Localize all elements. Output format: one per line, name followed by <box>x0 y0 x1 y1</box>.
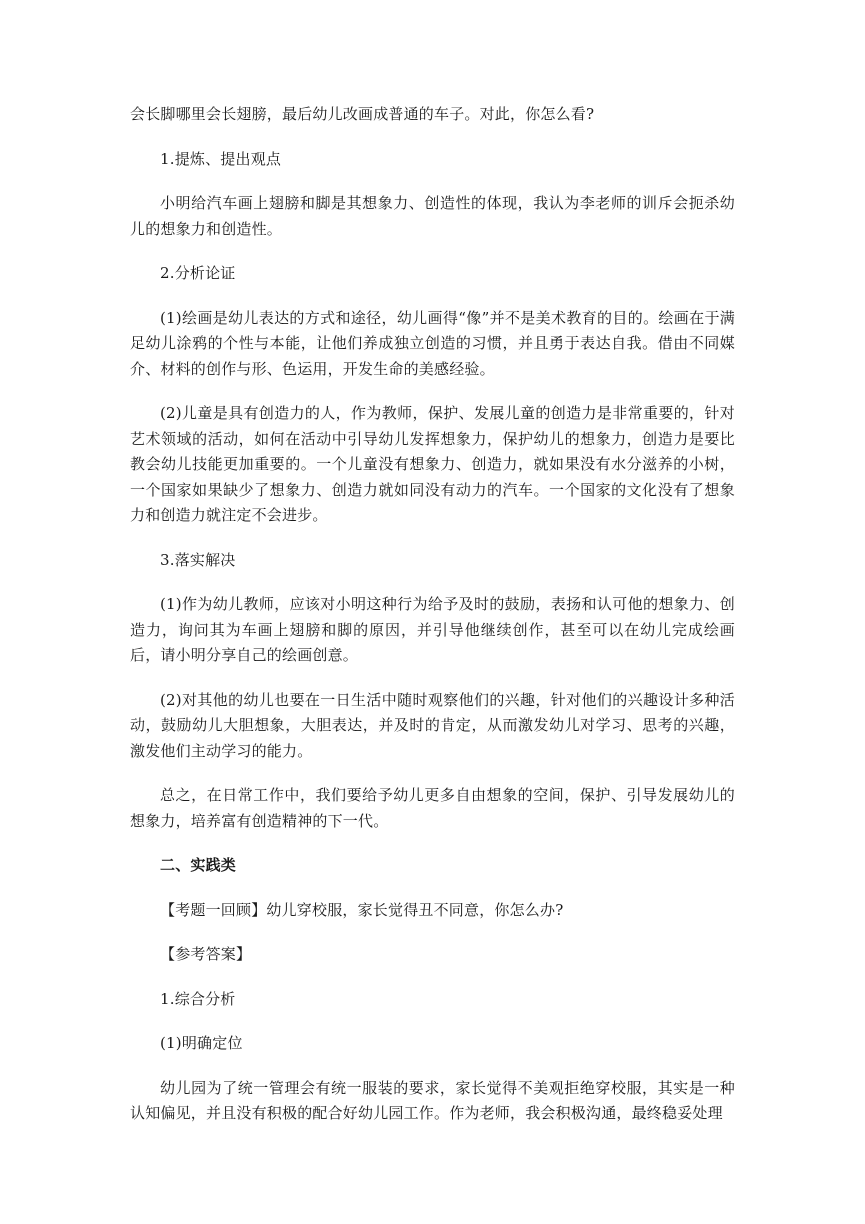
paragraph-analysis-1: (1)绘画是幼儿表达的方式和途径，幼儿画得“像”并不是美术教育的目的。绘画在于满足幼儿涂鸦的个性与本能，让他们养成独立创造的习惯，并且勇于表达自我。借由不同媒介、材料的创作与形、色运用，开发生命的美感经验。 <box>130 308 735 378</box>
paragraph-positioning: 幼儿园为了统一管理会有统一服装的要求，家长觉得不美观拒绝穿校服，其实是一种认知偏见，并且没有积极的配合好幼儿园工作。作为老师，我会积极沟通，最终稳妥处理 <box>130 1078 735 1122</box>
paragraph-summary: 总之，在日常工作中，我们要给予幼儿更多自由想象的空间，保护、引导发展幼儿的想象力，培养富有创造精神的下一代。 <box>130 786 735 830</box>
question-review: 【考题一回顾】幼儿穿校服，家长觉得丑不同意，你怎么办? <box>160 900 564 919</box>
paragraph-implementation-2: (2)对其他的幼儿也要在一日生活中随时观察他们的兴趣，针对他们的兴趣设计多种活动，鼓励幼儿大胆想象，大胆表达，并及时的肯定，从而激发幼儿对学习、思考的兴趣，激发他们主动学习的能力。 <box>130 690 735 760</box>
reference-answer-label: 【参考答案】 <box>160 945 252 963</box>
section-heading-practice: 二、实践类 <box>160 856 237 874</box>
heading-extract-viewpoint: 1.提炼、提出观点 <box>160 149 282 168</box>
paragraph-analysis-2: (2)儿童是具有创造力的人，作为教师，保护、发展儿童的创造力是非常重要的，针对艺术领域的活动，如何在活动中引导幼儿发挥想象力，保护幼儿的想象力，创造力是要比教会幼儿技能更加重要的。一个儿童没有想象力、创造力，就如果没有水分滋养的小树，一个国家如果缺少了想象力、创造力就如同没有动力的汽车。一个国家的文化没有了想象力和创造力就注定不会进步。 <box>130 404 735 524</box>
heading-implementation: 3.落实解决 <box>160 550 236 569</box>
heading-analysis: 2.分析论证 <box>160 264 236 282</box>
paragraph-implementation-1: (1)作为幼儿教师，应该对小明这种行为给予及时的鼓励，表扬和认可他的想象力、创造力，询问其为车画上翅膀和脚的原因，并引导他继续创作，甚至可以在幼儿完成绘画后，请小明分享自己的绘画创意。 <box>130 595 735 664</box>
heading-comprehensive-analysis: 1.综合分析 <box>160 989 236 1008</box>
heading-clear-positioning: (1)明确定位 <box>160 1034 243 1052</box>
paragraph-continuation: 会长脚哪里会长翅膀，最后幼儿改画成普通的车子。对此，你怎么看? <box>130 105 595 123</box>
paragraph-viewpoint: 小明给汽车画上翅膀和脚是其想象力、创造性的体现，我认为李老师的训斥会扼杀幼儿的想象力和创造性。 <box>130 194 735 238</box>
